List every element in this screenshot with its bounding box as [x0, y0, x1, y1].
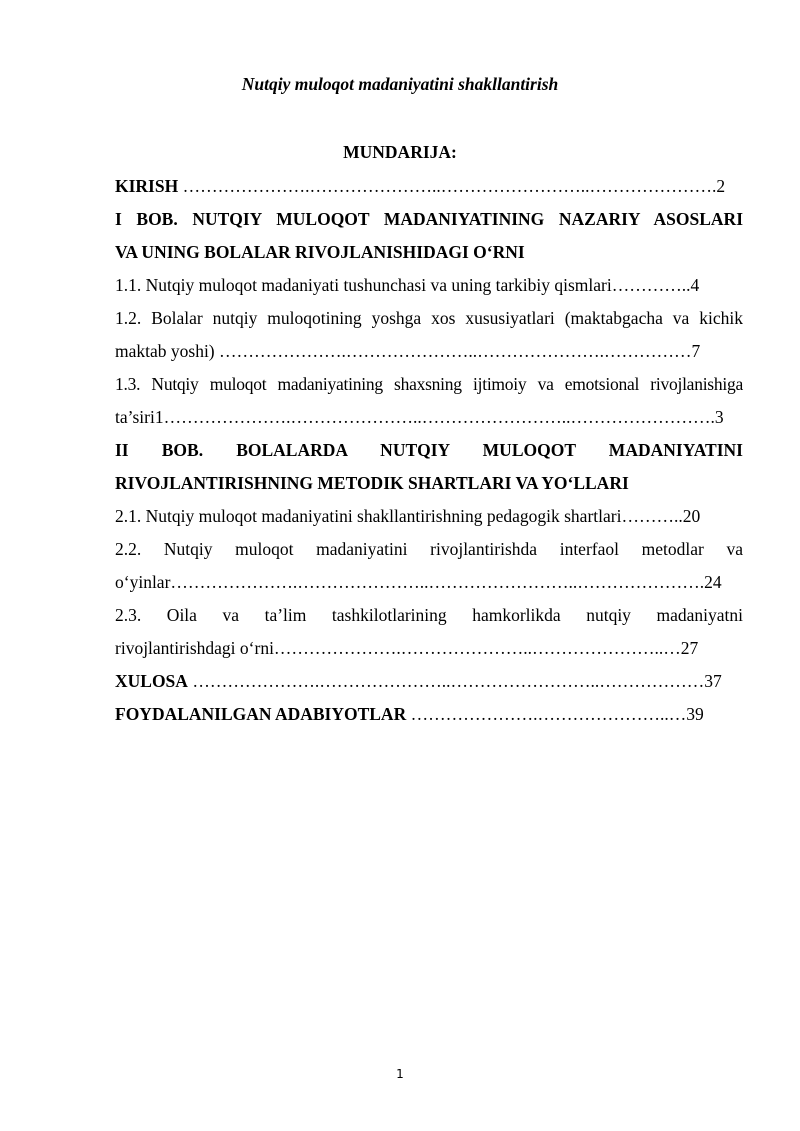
- toc-entry-line: ta’siri1………………….…………………..……………………..…………………….3: [115, 407, 724, 427]
- toc-entry-references[interactable]: [115, 698, 743, 731]
- toc-heading: MUNDARIJA:: [343, 142, 457, 162]
- toc-entry-line: 1.3. Nutqiy muloqot madaniyatining shaxsning ijtimoiy va emotsional rivojlanishiga: [115, 374, 743, 394]
- page-number: 1: [396, 1067, 404, 1081]
- toc-entry-section-1-2[interactable]: [115, 302, 743, 368]
- toc-entry-line: 2.3. Oila va ta’lim tashkilotlarining hamkorlikda nutqiy madaniyatni: [115, 605, 743, 625]
- toc-entry-line: 2.2. Nutqiy muloqot madaniyatini rivojlantirishda interfaol metodlar va: [115, 539, 743, 559]
- toc-entry-line: II BOB. BOLALARDA NUTQIY MULOQOT MADANIYATINI: [115, 440, 743, 460]
- toc-entry-line: I BOB. NUTQIY MULOQOT MADANIYATINING NAZARIY ASOSLARI: [115, 209, 743, 229]
- toc-entry-section-1-3[interactable]: [115, 368, 743, 434]
- toc-entry-conclusion[interactable]: [115, 665, 743, 698]
- toc-entry-line: XULOSA ………………….…………………..……………………..………………37: [115, 671, 722, 691]
- toc-entry-line: KIRISH ………………….…………………..……………………..………………….2: [115, 176, 726, 196]
- toc-entry-line: FOYDALANILGAN ADABIYOTLAR ………………….…………………..…39: [115, 704, 704, 724]
- toc-entry-chapter-2[interactable]: [115, 434, 743, 500]
- toc-entry-line: RIVOJLANTIRISHNING METODIK SHARTLARI VA YO‘LLARI: [115, 473, 629, 493]
- page-title: Nutqiy muloqot madaniyatini shakllantirish: [241, 74, 559, 94]
- toc-entry-line: 1.2. Bolalar nutqiy muloqotining yoshga xos xususiyatlari (maktabgacha va kichik: [115, 308, 743, 328]
- toc-entry-introduction[interactable]: [115, 170, 743, 203]
- toc-entry-line: 2.1. Nutqiy muloqot madaniyatini shakllantirishning pedagogik shartlari………..20: [115, 506, 701, 526]
- toc-entry-line: rivojlantirishdagi o‘rni………………….…………………..…………………..…27: [115, 638, 699, 658]
- toc-entry-chapter-1[interactable]: [115, 203, 743, 269]
- toc-entry-section-2-3[interactable]: [115, 599, 743, 665]
- toc-entry-section-1-1[interactable]: [115, 269, 743, 302]
- toc-entry-line: VA UNING BOLALAR RIVOJLANISHIDAGI O‘RNI: [115, 242, 525, 262]
- toc-entry-line: 1.1. Nutqiy muloqot madaniyati tushunchasi va uning tarkibiy qismlari…………..4: [115, 275, 700, 295]
- toc-entry-line: maktab yoshi) ………………….…………………..………………….……………7: [115, 341, 701, 361]
- toc-entry-section-2-2[interactable]: [115, 533, 743, 599]
- table-of-contents: [115, 170, 743, 731]
- toc-entry-section-2-1[interactable]: [115, 500, 743, 533]
- toc-entry-line: o‘yinlar………………….…………………..……………………..………………….24: [115, 572, 722, 592]
